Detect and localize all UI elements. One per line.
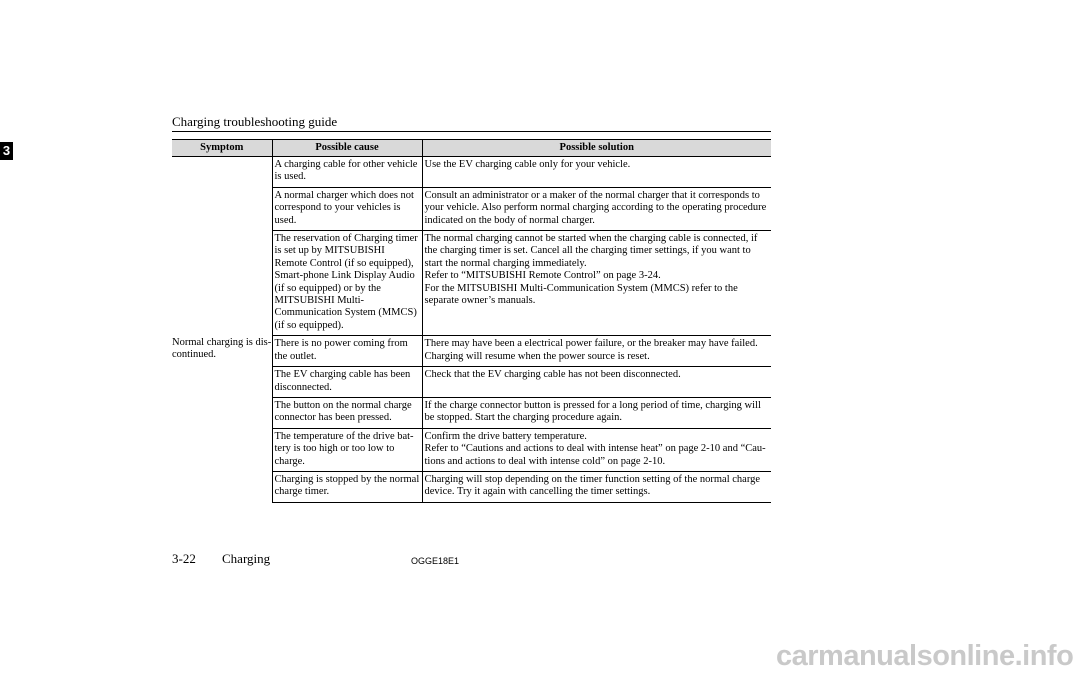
solution-cell: Charging will stop depending on the timer function setting of the normal charge device. Try it again with cancelling the timer settings.: [422, 471, 771, 502]
cause-cell: A charging cable for other vehicle is used.: [272, 157, 422, 188]
solution-cell: Consult an administrator or a maker of the normal charger that it corresponds to your vehicle. Also perform normal charging according to the operating procedure indicated on the body of normal charger.: [422, 187, 771, 230]
cause-cell: There is no power coming from the outlet.: [272, 336, 422, 367]
solution-line: Refer to “Cautions and actions to deal with intense heat” on page 2-10 and “Cau-tions and actions to deal with intense cold” on page 2-10.: [424, 443, 766, 467]
page-header-title: Charging troubleshooting guide: [172, 114, 338, 129]
solution-cell: If the charge connector button is pressed for a long period of time, charging will be stopped. Start the charging procedure again.: [422, 397, 771, 428]
cause-cell: A normal charger which does not correspond to your vehicles is used.: [272, 187, 422, 230]
solution-line: For the MITSUBISHI Multi-Communication System (MMCS) refer to the separate owner’s manuals.: [424, 282, 738, 307]
footer-section-name: Charging: [222, 551, 271, 566]
solution-cell: [422, 231, 771, 336]
solution-line: Confirm the drive battery temperature.: [424, 430, 587, 442]
symptom-cell-empty: [172, 157, 272, 336]
cause-cell: The EV charging cable has been disconnected.: [272, 367, 422, 398]
table-row: [172, 157, 771, 188]
cause-cell: The button on the normal charge connector has been pressed.: [272, 397, 422, 428]
troubleshooting-table: [172, 139, 771, 503]
solution-line: The normal charging cannot be started when the charging cable is connected, if the charging timer is set. Cancel all the charging timer settings, if you want to start the normal charging immediately.: [424, 233, 758, 269]
document-code: OGGE18E1: [411, 556, 460, 566]
cause-cell: The reservation of Charging timer is set up by MITSUBISHI Remote Control (if so equipped), Smart-phone Link Display Audio (if so equipped) or by the MITSUBISHI Multi-Communication System (MMCS) (if so equipped).: [272, 231, 422, 336]
cause-cell: The temperature of the drive bat-tery is too high or too low to charge.: [272, 428, 422, 471]
cause-cell: Charging is stopped by the normal charge timer.: [272, 471, 422, 502]
table-header-row: [172, 140, 771, 157]
column-header-solution: Possible solution: [422, 140, 771, 157]
solution-cell: There may have been a electrical power failure, or the breaker may have failed. Charging will resume when the power source is reset.: [422, 336, 771, 367]
solution-cell: [422, 428, 771, 471]
solution-line: Refer to “MITSUBISHI Remote Control” on page 3-24.: [424, 270, 661, 282]
table-row: [172, 336, 771, 367]
header-divider: [172, 131, 771, 132]
solution-cell: Check that the EV charging cable has not been disconnected.: [422, 367, 771, 398]
page-number: 3-22: [172, 551, 196, 566]
column-header-symptom: Symptom: [172, 140, 272, 157]
column-header-cause: Possible cause: [272, 140, 422, 157]
symptom-cell: Normal charging is dis-continued.: [172, 336, 272, 502]
chapter-tab: 3: [0, 142, 13, 160]
solution-cell: Use the EV charging cable only for your vehicle.: [422, 157, 771, 188]
watermark-text: carmanualsonline.info: [776, 640, 1073, 672]
